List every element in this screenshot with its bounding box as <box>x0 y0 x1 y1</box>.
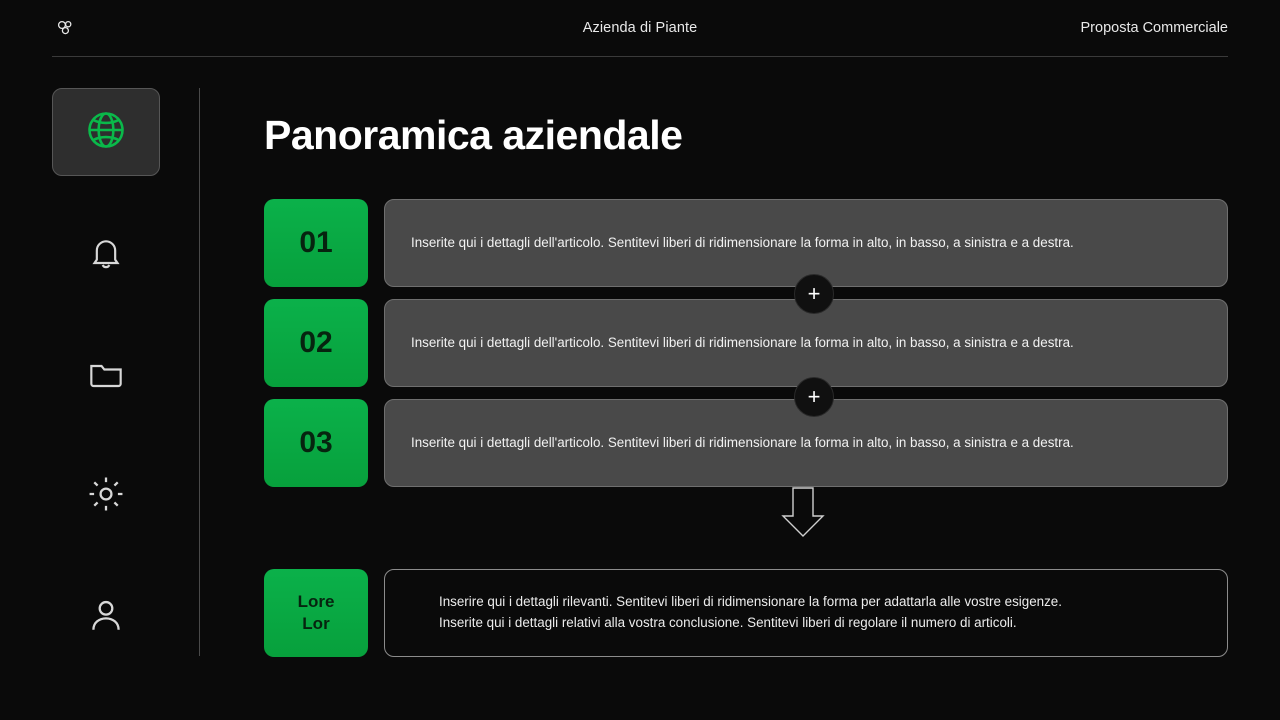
rail-divider <box>199 88 200 656</box>
item-rows <box>264 199 1228 657</box>
globe-icon <box>84 108 128 157</box>
add-row-button[interactable]: + <box>794 377 834 417</box>
row-number-chip[interactable]: 01 <box>264 199 368 287</box>
rail-item-notifications[interactable] <box>52 215 160 297</box>
row-text: Inserite qui i dettagli dell'articolo. Sentitevi liberi di ridimensionare la forma in alto, in basso, a sinistra e a destra. <box>411 334 1074 350</box>
folder-icon <box>86 354 126 399</box>
conclusion-chip-line-1: Lore <box>297 591 335 611</box>
conclusion-line-1: Inserire qui i dettagli rilevanti. Sentitevi liberi di ridimensionare la forma per adattarla alle vostre esigenze. <box>439 594 1062 610</box>
rail-item-settings[interactable] <box>52 456 160 538</box>
rail-item-globe[interactable] <box>52 88 160 176</box>
page-title: Panoramica aziendale <box>264 112 683 158</box>
down-arrow-icon <box>772 480 834 542</box>
conclusion-chip-line-2: Lor <box>302 614 330 633</box>
row-text: Inserite qui i dettagli dell'articolo. Sentitevi liberi di ridimensionare la forma in alto, in basso, a sinistra e a destra. <box>411 434 1074 450</box>
user-icon <box>85 594 127 641</box>
top-bar <box>52 0 1228 57</box>
row-number-chip[interactable]: 03 <box>264 399 368 487</box>
deck-title: Azienda di Piante <box>582 20 698 36</box>
icon-rail <box>52 88 160 658</box>
deck-subtitle: Proposta Commerciale <box>1080 20 1228 36</box>
main-content <box>264 88 1228 669</box>
add-row-button[interactable]: + <box>794 274 834 314</box>
table-row <box>264 199 1228 287</box>
conclusion-row <box>264 569 1228 657</box>
row-number-chip[interactable]: 02 <box>264 299 368 387</box>
rail-item-files[interactable] <box>52 335 160 417</box>
bell-icon <box>86 233 126 278</box>
row-text: Inserite qui i dettagli dell'articolo. Sentitevi liberi di ridimensionare la forma in alto, in basso, a sinistra e a destra. <box>411 234 1074 250</box>
table-row <box>264 299 1228 387</box>
gear-icon <box>85 473 127 520</box>
conclusion-body[interactable] <box>384 569 1228 657</box>
conclusion-line-2: Inserite qui i dettagli relativi alla vostra conclusione. Sentitevi liberi di regolare il numero di articoli. <box>439 615 1017 630</box>
rail-item-account[interactable] <box>52 576 160 658</box>
table-row <box>264 399 1228 487</box>
conclusion-chip[interactable] <box>264 569 368 657</box>
row-body[interactable] <box>384 199 1228 287</box>
